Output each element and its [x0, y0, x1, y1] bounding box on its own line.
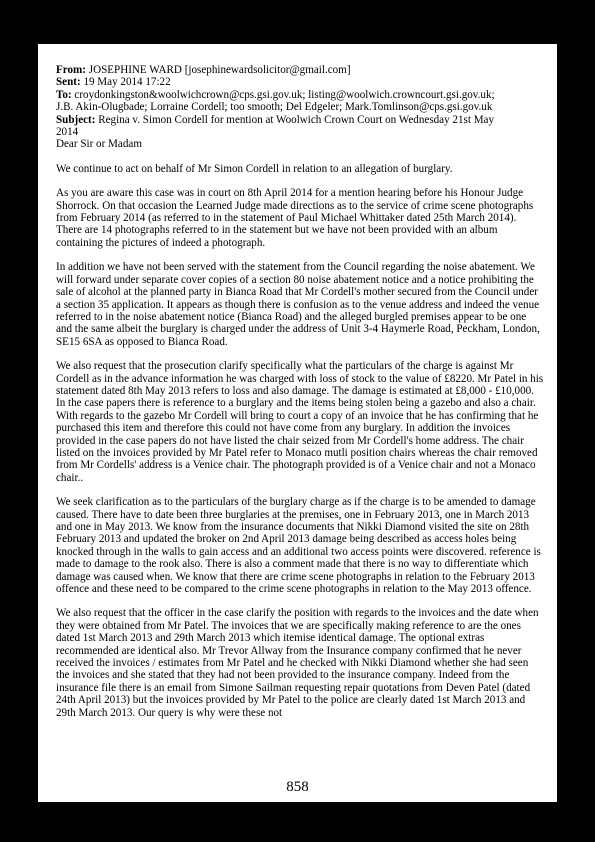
- subject-line-continued: 2014: [56, 126, 79, 139]
- paragraph-5: We seek clarification as to the particulars of the burglary charge as if the charge is to be amended to damage caused. There have to date been three burglaries at the premises, one in February 2013, one in March 2013 and one in May 2013. We know from the insurance documents that Nikki Diamond visited the site on 28th February 2013 and updated the broker on 2nd April 2013 damage being described as access holes being knocked through in the walls to gain access and an additional two access points were discovered. reference is made to damage to the rook also. There is also a comment made that there is no way to differentiate which damage was caused when. We know that there are crime scene photographs in relation to the February 2013 offence and these need to be compared to the crime scene photographs in relation to the May 2013 offence.: [56, 496, 541, 596]
- to-line: To: croydonkingston&woolwichcrown@cps.gsi.gov.uk; listing@woolwich.crowncourt.gsi.gov.uk;: [56, 88, 495, 101]
- paragraph-6: We also request that the officer in the case clarify the position with regards to the invoices and the date when they were obtained from Mr Patel. The invoices that we are specifically making reference to are the ones dated 1st March 2013 and 29th March 2013 which itemise identical damage. The optional extras recommended are identical also. Mr Trevor Allway from the Insurance company confirmed that he never received the invoices / estimates from Mr Patel and he checked with Nikki Diamond whether she had seen the invoices and she stated that they had not been provided to the insurance company. Indeed from the insurance file there is an email from Simone Sailman requesting repair quotations from Deven Patel (dated 24th April 2013) but the invoices provided by Mr Patel to the police are clearly dated 1st March 2013 and 29th March 2013. Our query is why were these not: [56, 607, 539, 719]
- page-number: 858: [286, 779, 309, 795]
- paragraph-4: We also request that the prosecution clarify specifically what the particulars of the charge is against Mr Cordell as in the advance information he was charged with loss of stock to the value of £8220. Mr Patel in his statement dated 8th May 2013 refers to loss and also damage. The damage is estimated at £8,000 - £10,000. In the case papers there is reference to a burglary and the items being stolen being a gazebo and also a chair. With regards to the gazebo Mr Cordell will bring to court a copy of an invoice that he has confirming that he purchased this item and therefore this could not have come from any burglary. In addition the invoices provided in the case papers do not have listed the chair seized from Mr Cordell's home address. The chair listed on the invoices provided by Mr Patel refer to Monaco mutli position chairs whereas the chair removed from Mr Cordells' address is a Venice chair. The photograph provided is of a Venice chair and not a Monaco chair..: [56, 360, 544, 484]
- paragraph-2: As you are aware this case was in court on 8th April 2014 for a mention hearing before his Honour Judge Shorrock. On that occasion the Learned Judge made directions as to the service of crime scene photographs from February 2014 (as referred to in the statement of Paul Michael Whittaker dated 25th March 2014). There are 14 photographs referred to in the statement but we have not been provided with an album containing the pictures of indeed a photograph.: [56, 187, 534, 249]
- sent-value: 19 May 2014 17:22: [83, 76, 171, 89]
- subject-line: Subject: Regina v. Simon Cordell for mention at Woolwich Crown Court on Wednesday 21st May: [56, 113, 495, 126]
- sent-line: Sent: 19 May 2014 17:22: [56, 76, 171, 89]
- to-line-continued: J.B. Akin-Olugbade; Lorraine Cordell; too smooth; Del Edgeler; Mark.Tomlinson@cps.gsi.gov.uk: [56, 101, 493, 114]
- from-line: From: JOSEPHINE WARD [josephinewardsolicitor@gmail.com]: [56, 64, 351, 76]
- subject-value-1: Regina v. Simon Cordell for mention at Woolwich Crown Court on Wednesday 21st May: [98, 113, 495, 126]
- paragraph-3: In addition we have not been served with the statement from the Council regarding the noise abatement. We will forward under separate cover copies of a section 80 noise abatement notice and a notice prohibiting the sale of alcohol at the planned party in Bianca Road that Mr Cordell's mother secured from the Council under a section 35 application. It appears as though there is confusion as to the venue address and indeed the venue referred to in the noise abatement notice (Bianca Road) and the alleged burgled premises appear to be one and the same albeit the burglary is charged under the address of Unit 3-4 Haymerle Road, Peckham, London, SE15 6SA as opposed to Bianca Road.: [56, 261, 540, 348]
- greeting: Dear Sir or Madam: [56, 138, 142, 151]
- paragraph-1: We continue to act on behalf of Mr Simon Cordell in relation to an allegation of burglary.: [56, 162, 453, 175]
- from-value: JOSEPHINE WARD [josephinewardsolicitor@gmail.com]: [88, 64, 351, 76]
- document-page: [38, 44, 557, 802]
- email-body: [56, 64, 544, 731]
- to-value-1: croydonkingston&woolwichcrown@cps.gsi.gov.uk; listing@woolwich.crowncourt.gsi.gov.uk;: [74, 88, 495, 101]
